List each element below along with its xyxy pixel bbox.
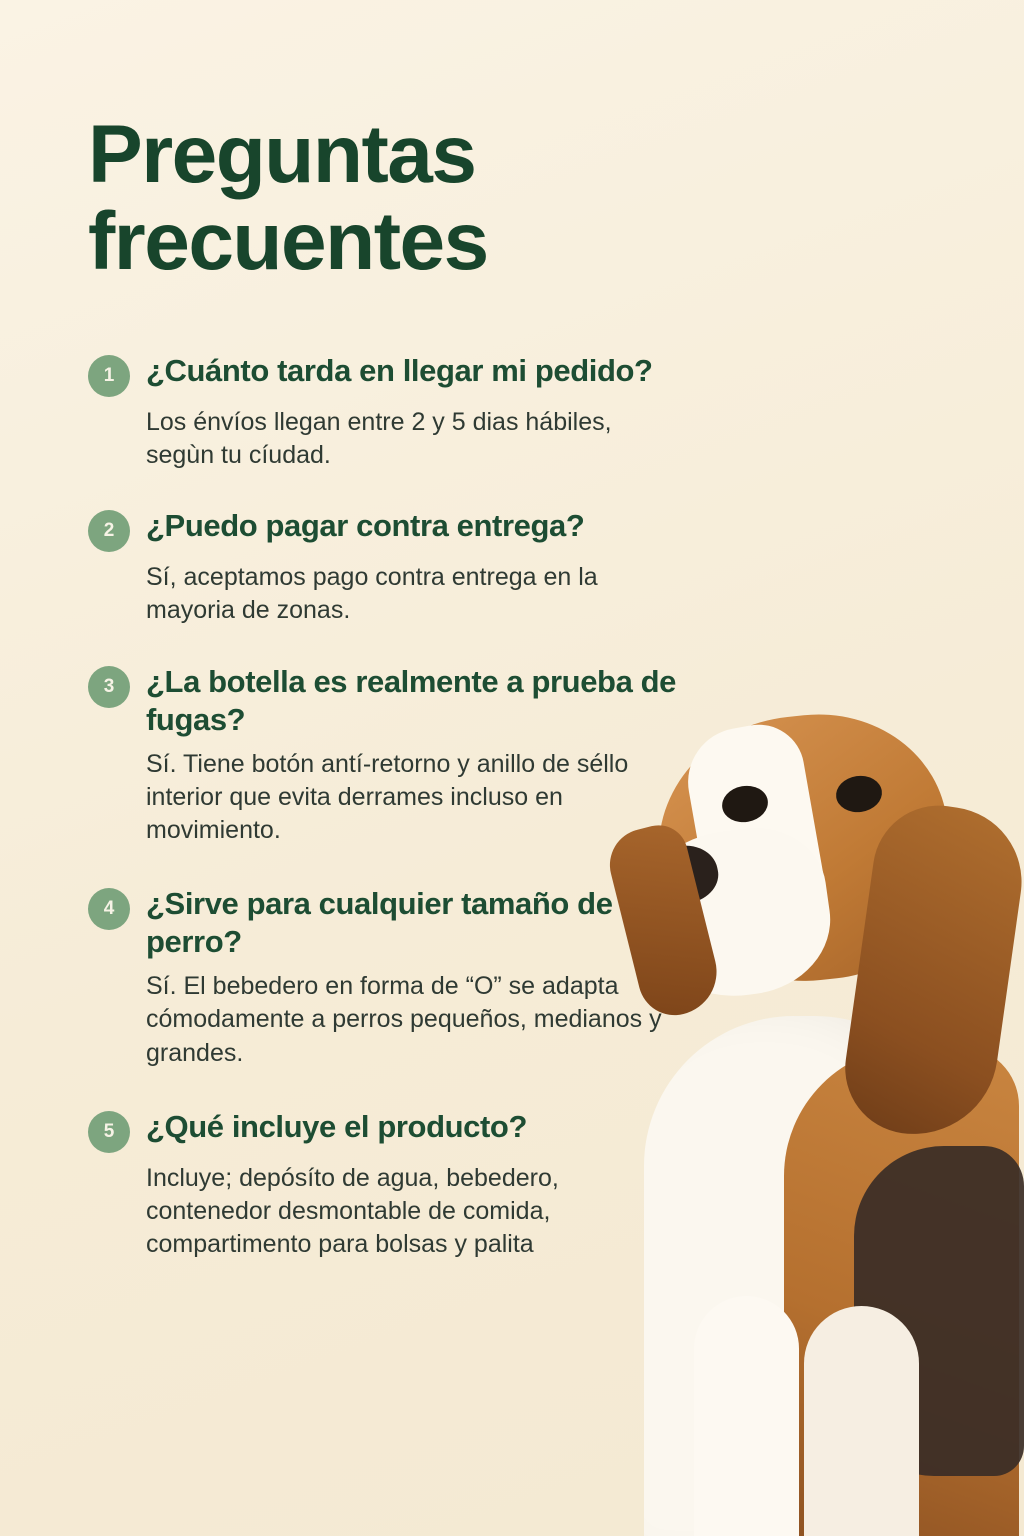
dog-photo <box>604 656 1024 1536</box>
faq-question-row <box>88 352 728 397</box>
faq-number-badge: 1 <box>88 355 130 397</box>
faq-number-badge: 3 <box>88 666 130 708</box>
dog-front-leg-left <box>694 1296 799 1536</box>
faq-number-badge: 4 <box>88 888 130 930</box>
faq-answer: Incluye; depósíto de agua, bebedero, contenedor desmontable de comida, compartimento para bolsas y palita <box>146 1163 559 1259</box>
page-title <box>88 109 728 287</box>
faq-answer: Los énvíos llegan entre 2 y 5 dias hábiles, segùn tu cíudad. <box>146 408 612 470</box>
faq-question: ¿Qué incluye el producto? <box>146 1108 527 1144</box>
page-title-line-1: Preguntas <box>88 109 476 200</box>
dog-front-leg-right <box>804 1306 919 1536</box>
page-title-line-2: frecuentes <box>88 195 488 287</box>
faq-question: ¿La botella es realmente a prueba de fugas? <box>146 664 677 737</box>
faq-answer: Sí. Tiene botón antí-retorno y anillo de séllo interior que evita derrames incluso en movimiento. <box>146 749 629 845</box>
faq-number-badge: 5 <box>88 1111 130 1153</box>
faq-answer: Sí, aceptamos pago contra entrega en la mayoria de zonas. <box>146 562 598 624</box>
faq-question: ¿Cuánto tarda en llegar mi pedido? <box>146 353 653 388</box>
faq-question: ¿Puedo pagar contra entrega? <box>146 507 585 543</box>
beagle-illustration <box>604 656 1024 1536</box>
faq-answer: Sí. El bebedero en forma de “O” se adapta cómodamente a perros pequeños, medianos y grandes. <box>146 972 662 1067</box>
faq-question-row <box>88 507 728 552</box>
faq-number-badge: 2 <box>88 510 130 552</box>
faq-item <box>88 507 728 628</box>
faq-question: ¿Sirve para cualquier tamaño de perro? <box>146 886 613 960</box>
faq-item <box>88 352 728 473</box>
